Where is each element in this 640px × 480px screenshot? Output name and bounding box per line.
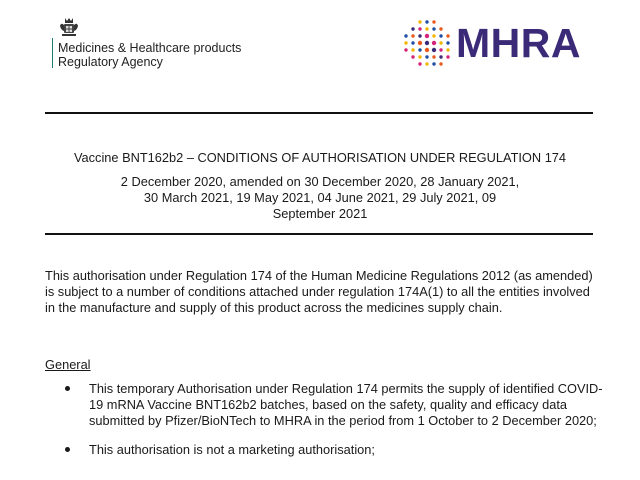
- list-item-text: This temporary Authorisation under Regulation 174 permits the supply of identified COVID-19 mRNA Vaccine BNT162b2 batches, based on the safety, quality and efficacy data submitted by Pfizer/BioNTech to MHRA in the period from 1 October to 2 December 2020;: [89, 381, 603, 428]
- logo-dot: [425, 20, 428, 23]
- logo-dot: [432, 62, 435, 65]
- royal-crest-icon: [58, 16, 80, 38]
- section-heading-general: General: [45, 357, 91, 372]
- logo-dot: [418, 48, 421, 51]
- logo-dot: [411, 55, 414, 58]
- logo-dot: [425, 34, 429, 38]
- list-item: [45, 442, 605, 458]
- logo-dot: [425, 27, 428, 30]
- list-item: [45, 381, 605, 429]
- mhra-logo-text: MHRA: [456, 20, 581, 66]
- logo-dot: [418, 62, 421, 65]
- bullet-icon: [65, 386, 70, 391]
- logo-dot: [411, 41, 414, 44]
- mhra-dot-logo-icon: [402, 18, 454, 70]
- logo-dot: [432, 27, 435, 30]
- intro-paragraph: This authorisation under Regulation 174 of the Human Medicine Regulations 2012 (as amended) is subject to a number of conditions attached under regulation 174A(1) to all the entities involved in the manufacture and supply of this product across the medicines supply chain.: [45, 268, 593, 315]
- logo-dot: [418, 20, 421, 23]
- logo-dot: [404, 34, 407, 37]
- logo-dot: [432, 34, 435, 37]
- logo-dot: [418, 41, 422, 45]
- logo-dot: [432, 48, 436, 52]
- logo-dot: [418, 27, 421, 30]
- logo-dot: [439, 41, 442, 44]
- document-title: Vaccine BNT162b2 – CONDITIONS OF AUTHORISATION UNDER REGULATION 174: [73, 150, 567, 165]
- list-item-text: This authorisation is not a marketing authorisation;: [89, 442, 375, 457]
- logo-dot: [425, 55, 428, 58]
- agency-name: [58, 41, 241, 69]
- logo-dot: [404, 48, 407, 51]
- logo-dot: [425, 41, 429, 45]
- logo-dot: [404, 41, 407, 44]
- logo-dot: [411, 34, 414, 37]
- logo-dot: [432, 20, 435, 23]
- bottom-divider: [45, 233, 593, 235]
- logo-dot: [418, 34, 421, 37]
- logo-dot: [439, 27, 442, 30]
- logo-dot: [439, 48, 442, 51]
- logo-dot: [432, 55, 435, 58]
- logo-dot: [411, 27, 414, 30]
- logo-dot: [425, 48, 429, 52]
- logo-dot: [446, 55, 449, 58]
- logo-dot: [418, 55, 421, 58]
- logo-dot: [439, 34, 442, 37]
- logo-dot: [411, 48, 414, 51]
- logo-dot: [439, 62, 442, 65]
- logo-dot: [425, 62, 428, 65]
- agency-name-line2: Regulatory Agency: [58, 55, 163, 69]
- logo-dot: [446, 34, 449, 37]
- document-header: [0, 0, 640, 100]
- logo-dot: [446, 41, 449, 44]
- logo-dot: [432, 41, 436, 45]
- bullet-icon: [65, 447, 70, 452]
- top-divider: [45, 112, 593, 114]
- logo-dot: [439, 55, 442, 58]
- logo-dot: [446, 48, 449, 51]
- agency-name-line1: Medicines & Healthcare products: [58, 41, 242, 55]
- document-dates: 2 December 2020, amended on 30 December 2020, 28 January 2021, 30 March 2021, 19 May 2021, 04 June 2021, 29 July 2021, 09 September 2021: [120, 174, 520, 221]
- conditions-list: [45, 381, 605, 471]
- agency-divider: [52, 38, 53, 68]
